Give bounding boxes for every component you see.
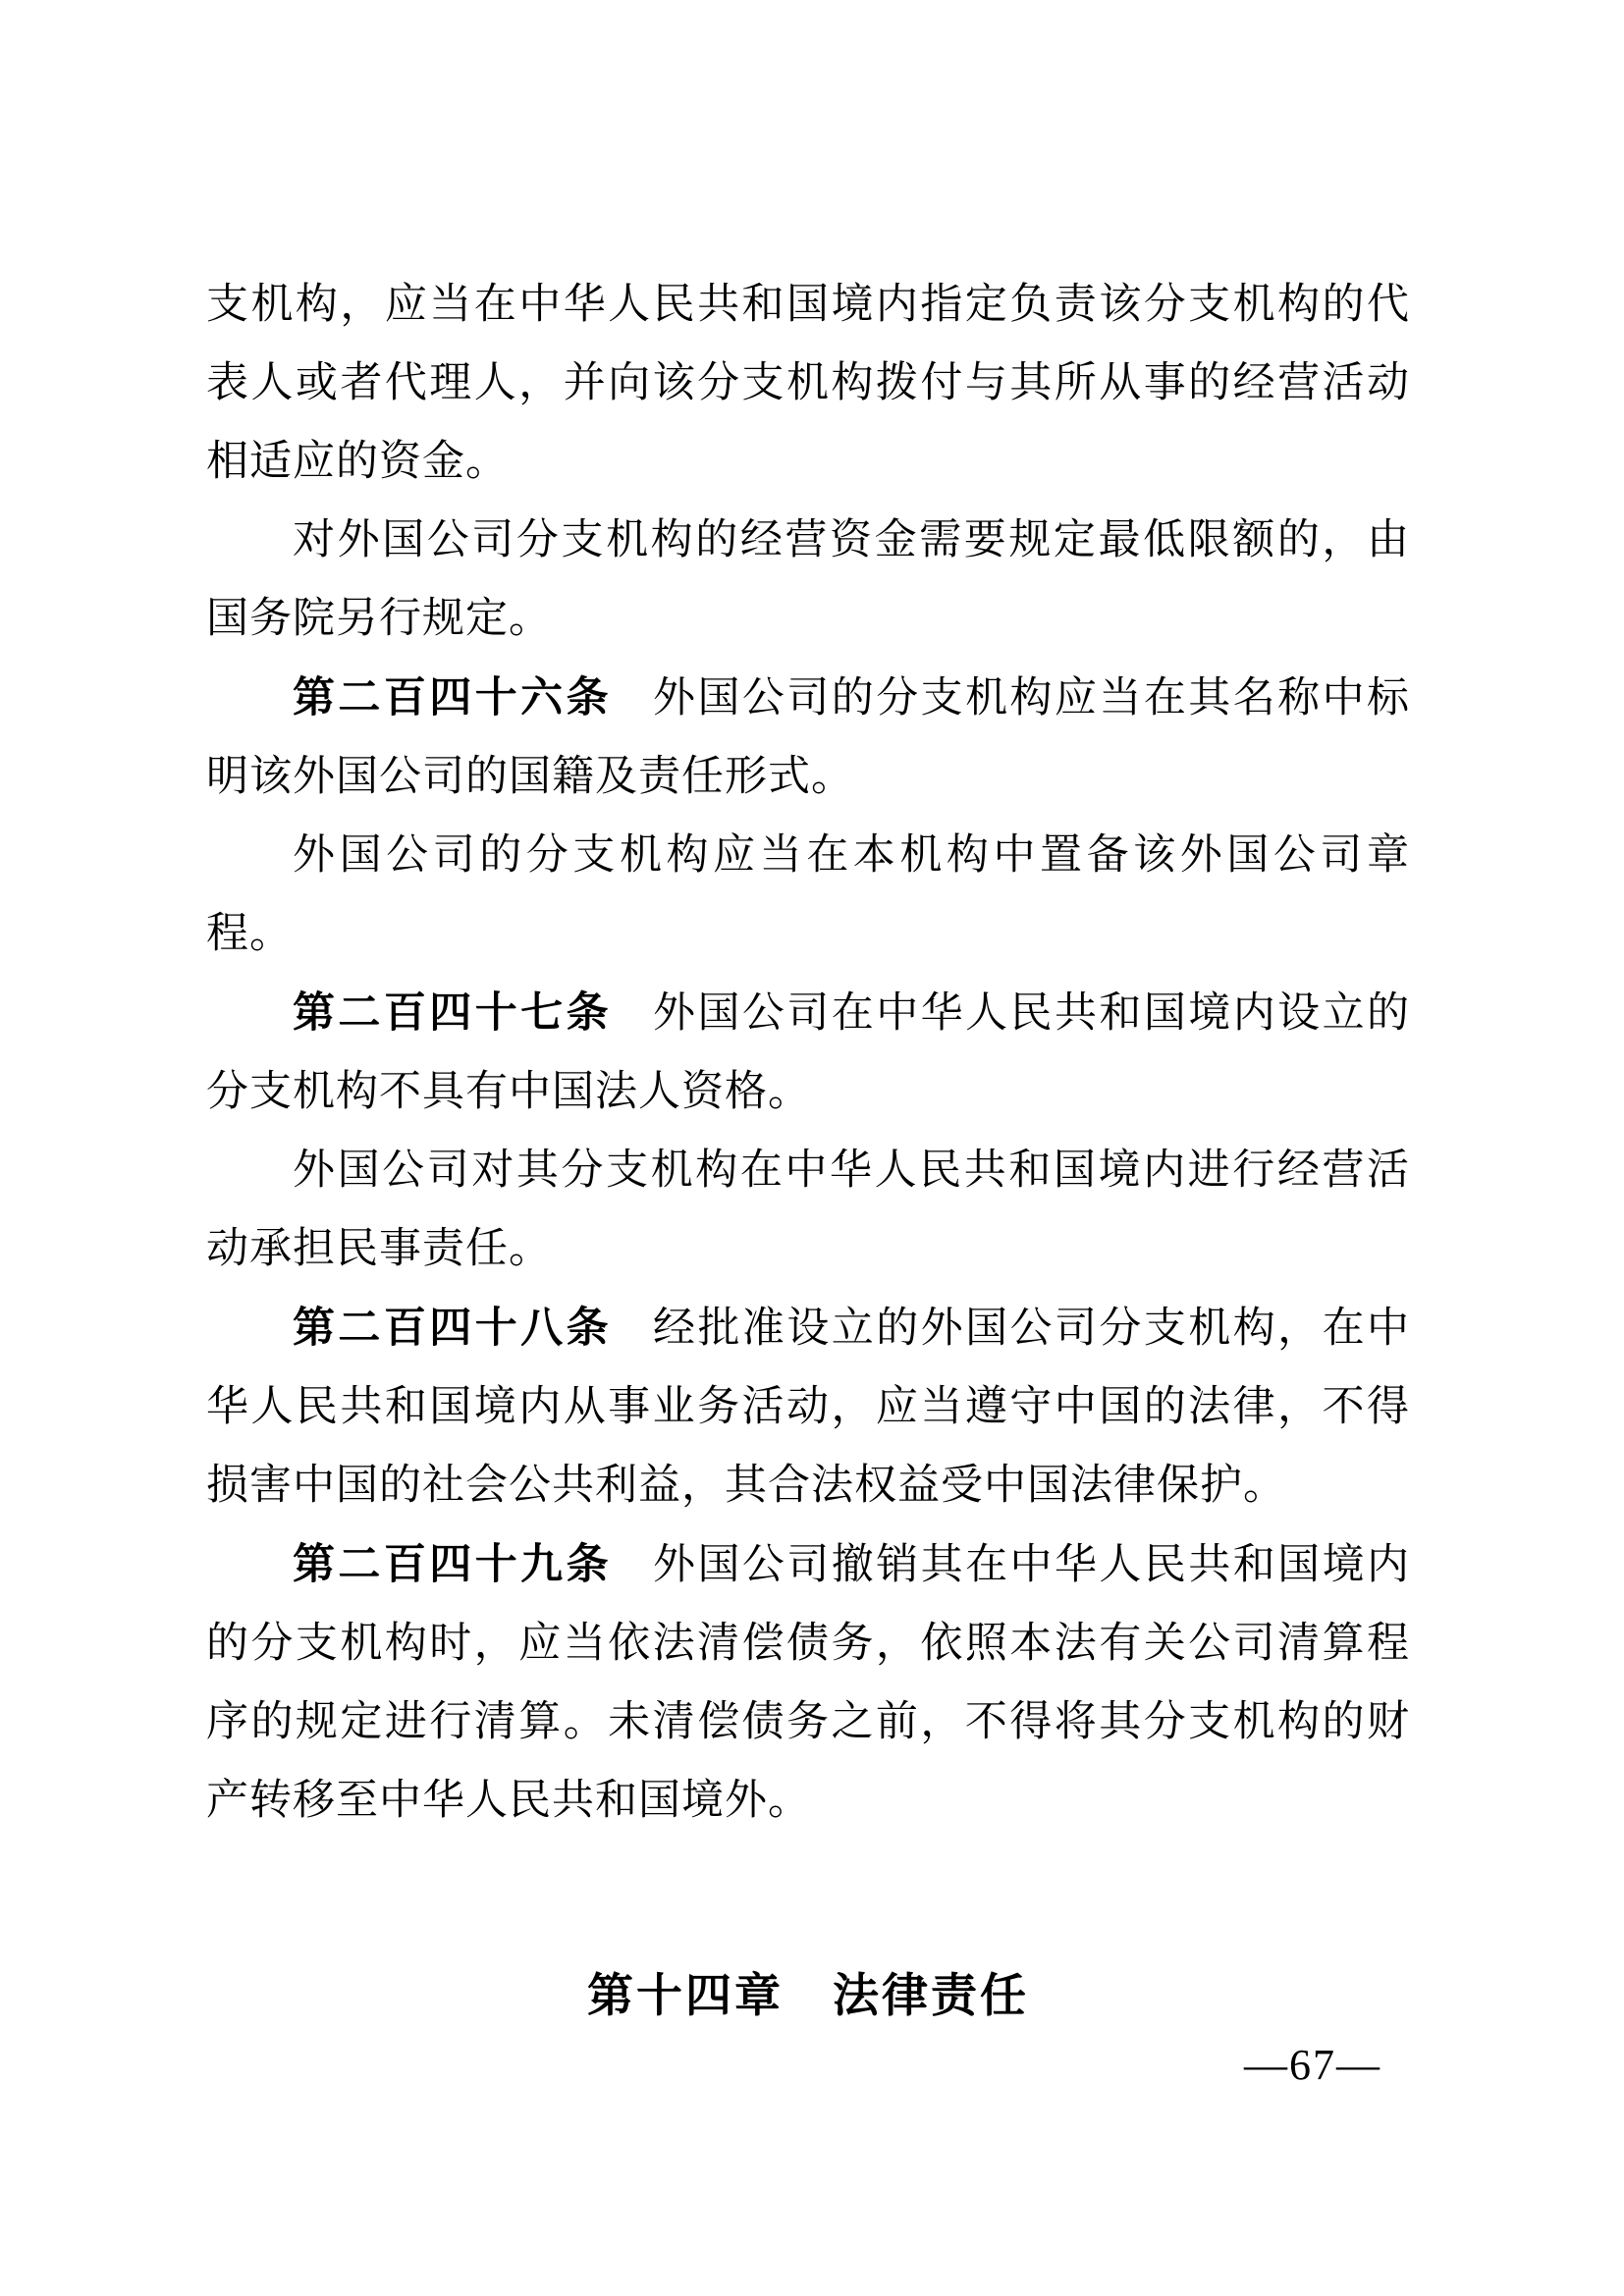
document-body <box>206 266 1410 2035</box>
paragraph <box>206 502 1410 659</box>
paragraph-text: 对外国公司分支机构的经营资金需要规定最低限额的，由国务院另行规定。 <box>206 517 1410 642</box>
chapter-heading: 第十四章 法律责任 <box>587 1969 1029 2021</box>
article-text: 经批准设立的外国公司分支机构，在中华人民共和国境内从事业务活动，应当遵守中国的法律，不得损害中国的社会公共利益，其合法权益受中国法律保护。 <box>206 1306 1411 1509</box>
article-number: 第二百四十八条 <box>293 1305 613 1352</box>
paragraph-text: 外国公司的分支机构应当在本机构中置备该外国公司章程。 <box>206 832 1410 957</box>
article-number: 第二百四十六条 <box>293 674 613 721</box>
paragraph-text: 外国公司对其分支机构在中华人民共和国境内进行经营活动承担民事责任。 <box>206 1148 1410 1272</box>
page-number: —67— <box>1244 2041 1381 2089</box>
article-number: 第二百四十七条 <box>293 989 613 1037</box>
article-paragraph <box>206 1289 1410 1525</box>
article-text: 外国公司在中华人民共和国境内设立的分支机构不具有中国法人资格。 <box>206 990 1411 1115</box>
paragraph <box>206 1132 1410 1289</box>
article-number: 第二百四十九条 <box>293 1541 613 1588</box>
paragraph <box>206 266 1410 502</box>
article-text: 外国公司的分支机构应当在其名称中标明该外国公司的国籍及责任形式。 <box>206 675 1411 800</box>
paragraph-text: 支机构，应当在中华人民共和国境内指定负责该分支机构的代表人或者代理人，并向该分支机构拨付与其所从事的经营活动相适应的资金。 <box>206 282 1410 485</box>
article-paragraph <box>206 659 1410 817</box>
paragraph <box>206 817 1410 974</box>
article-text: 外国公司撤销其在中华人民共和国境内的分支机构时，应当依法清偿债务，依照本法有关公司清算程序的规定进行清算。未清偿债务之前，不得将其分支机构的财产转移至中华人民共和国境外。 <box>206 1542 1411 1824</box>
article-paragraph <box>206 974 1410 1132</box>
article-paragraph <box>206 1525 1410 1841</box>
